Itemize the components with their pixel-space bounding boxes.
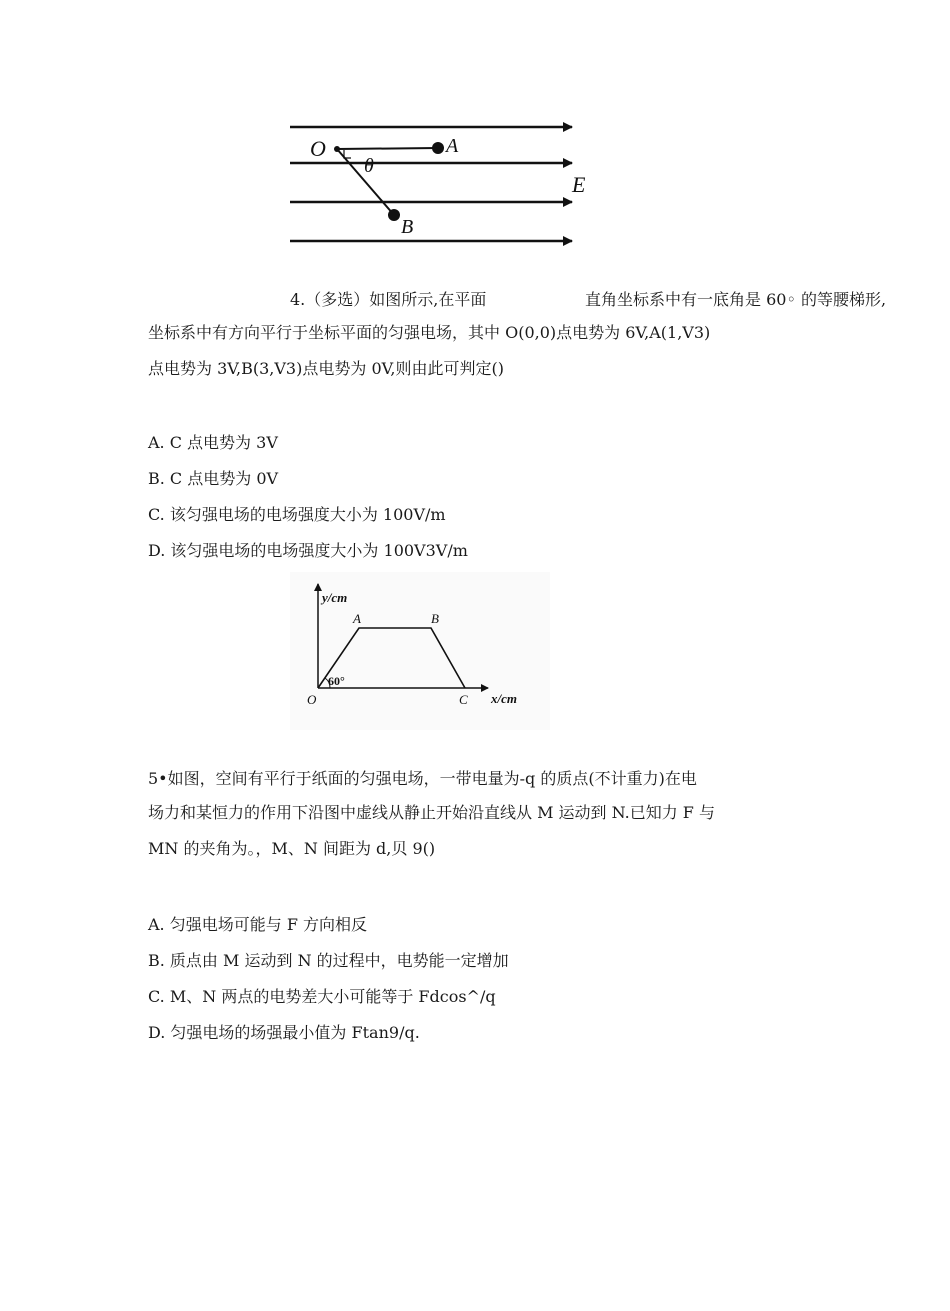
field-lines-figure — [280, 108, 600, 258]
q4-line-1-part-1: 4.（多选）如图所示,在平面 — [290, 290, 487, 309]
angle-label: 60° — [328, 674, 345, 688]
q5-option-a: A. 匀强电场可能与 F 方向相反 — [148, 915, 368, 934]
label-o: O — [310, 136, 326, 161]
q5-line-2: 场力和某恒力的作用下沿图中虚线从静止开始沿直线从 M 运动到 N.已知力 F 与 — [148, 803, 715, 822]
label-theta: θ — [364, 155, 374, 177]
label-b: B — [401, 216, 414, 238]
q4-line-2: 坐标系中有方向平行于坐标平面的匀强电场，其中 O(0,0)点电势为 6V,A(1,V3) — [148, 323, 711, 342]
q4-line-1-part-2: 直角坐标系中有一底角是 60◦ 的等腰梯形, — [585, 290, 887, 309]
point-b — [388, 209, 400, 221]
q4-option-b: B. C 点电势为 0V — [148, 469, 279, 488]
label-b: B — [431, 611, 439, 626]
label-a: A — [446, 135, 459, 157]
q5-option-d: D. 匀强电场的场强最小值为 Ftan9/q. — [148, 1023, 420, 1042]
q4-option-d: D. 该匀强电场的电场强度大小为 100V3V/m — [148, 541, 468, 560]
x-axis-label: x/cm — [491, 691, 517, 706]
q4-option-a: A. C 点电势为 3V — [148, 433, 278, 452]
label-a: A — [353, 611, 361, 626]
q5-option-b: B. 质点由 M 运动到 N 的过程中，电势能一定增加 — [148, 951, 509, 970]
label-c: C — [459, 692, 468, 707]
y-axis-label: y/cm — [322, 590, 348, 605]
segment-oa — [337, 148, 438, 149]
label-o: O — [307, 692, 317, 707]
q4-line-3: 点电势为 3V,B(3,V3)点电势为 0V,则由此可判定() — [148, 359, 504, 378]
point-a — [432, 142, 444, 154]
q5-option-c: C. M、N 两点的电势差大小可能等于 Fdcos^/q — [148, 987, 496, 1006]
point-o — [334, 146, 340, 152]
q5-line-3: MN 的夹角为。，M、N 间距为 d,贝 9() — [148, 839, 436, 858]
trapezoid-figure — [290, 572, 550, 730]
q5-line-1: 5•如图，空间有平行于纸面的匀强电场，一带电量为-q 的质点(不计重力)在电 — [148, 769, 697, 788]
label-e: E — [572, 172, 586, 197]
q4-option-c: C. 该匀强电场的电场强度大小为 100V/m — [148, 505, 446, 524]
